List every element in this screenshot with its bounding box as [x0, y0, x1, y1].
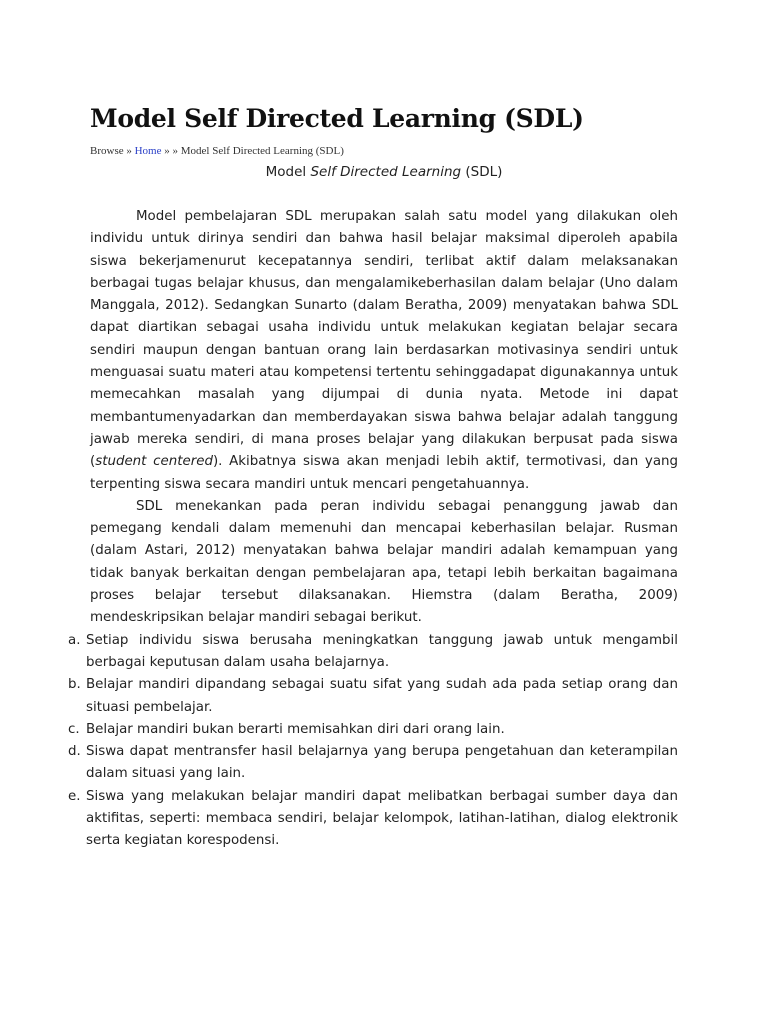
list-item-text: Setiap individu siswa berusaha meningkatkan tanggung jawab untuk mengambil berbagai keputusan dalam usaha belajarnya.: [86, 632, 678, 670]
breadcrumb-current: Model Self Directed Learning (SDL): [180, 145, 344, 157]
document-subtitle: [0, 164, 768, 180]
list-marker: e.: [68, 788, 81, 804]
document-body: [68, 206, 679, 853]
page-title: Model Self Directed Learning (SDL): [90, 104, 584, 133]
subtitle-before: Model: [265, 164, 311, 180]
paragraph-1-text-b: ). Akibatnya siswa akan menjadi lebih aktif, termotivasi, dan yang terpenting siswa secara mandiri untuk mencari pengetahuannya.: [90, 454, 679, 492]
list-item: [68, 786, 678, 853]
list-item-text: Siswa yang melakukan belajar mandiri dapat melibatkan berbagai sumber daya dan aktifitas, seperti: membaca sendiri, belajar kelompok, latihan-latihan, dialog elektronik serta kegiatan korespodensi.: [86, 788, 678, 849]
breadcrumb-separator: » »: [161, 145, 181, 157]
list-marker: a.: [68, 632, 81, 648]
paragraph-2: SDL menekankan pada peran individu sebagai penanggung jawab dan pemegang kendali dalam memenuhi dan mencapai keberhasilan belajar. Rusman (dalam Astari, 2012) menyatakan bahwa belajar mandiri adalah kemampuan yang tidak banyak berkaitan dengan pembelajaran apa, tetapi lebih berkaitan bagaimana proses belajar tersebut dilaksanakan. Hiemstra (dalam Beratha, 2009) mendeskripsikan belajar mandiri sebagai berikut.: [90, 498, 678, 626]
list-item-text: Belajar mandiri bukan berarti memisahkan diri dari orang lain.: [86, 721, 505, 737]
breadcrumb-home-link[interactable]: Home: [134, 145, 162, 157]
list-marker: d.: [68, 744, 81, 760]
breadcrumb: [90, 145, 344, 157]
list-marker: c.: [68, 721, 80, 737]
list-item: [68, 719, 678, 741]
list-marker: b.: [68, 677, 81, 693]
subtitle-after: (SDL): [461, 164, 503, 180]
list-item: [68, 741, 678, 786]
subtitle-italic: Self Directed Learning: [310, 164, 462, 180]
breadcrumb-prefix: Browse »: [90, 145, 135, 157]
paragraph-1-italic: student centered: [95, 454, 213, 470]
list-item: [68, 674, 678, 719]
list-item-text: Belajar mandiri dipandang sebagai suatu sifat yang sudah ada pada setiap orang dan situasi pembelajar.: [86, 677, 678, 715]
list-item: [68, 630, 678, 675]
list-item-text: Siswa dapat mentransfer hasil belajarnya yang berupa pengetahuan dan keterampilan dalam situasi yang lain.: [86, 744, 678, 782]
paragraph-1: [90, 206, 678, 496]
characteristics-list: [68, 630, 678, 853]
paragraph-1-text-a: Model pembelajaran SDL merupakan salah satu model yang dilakukan oleh individu untuk dirinya sendiri dan bahwa hasil belajar maksimal diperoleh apabila siswa bekerjamenurut kecepatannya sendiri, terlibat aktif dalam melaksanakan berbagai tugas belajar khusus, dan mengalamikeberhasilan dalam belajar (Uno dalam Manggala, 2012). Sedangkan Sunarto (dalam Beratha, 2009) menyatakan bahwa SDL dapat diartikan sebagai usaha individu untuk melakukan kegiatan belajar secara sendiri maupun dengan bantuan orang lain berdasarkan motivasinya sendiri untuk menguasai suatu materi atau kompetensi tertentu sehinggadapat digunakannya untuk memecahkan masalah yang dijumpai di dunia nyata. Metode ini dapat membantumenyadarkan dan memberdayakan siswa bahwa belajar adalah tanggung jawab mereka sendiri, di mana proses belajar yang dilakukan berpusat pada siswa (: [90, 209, 678, 470]
